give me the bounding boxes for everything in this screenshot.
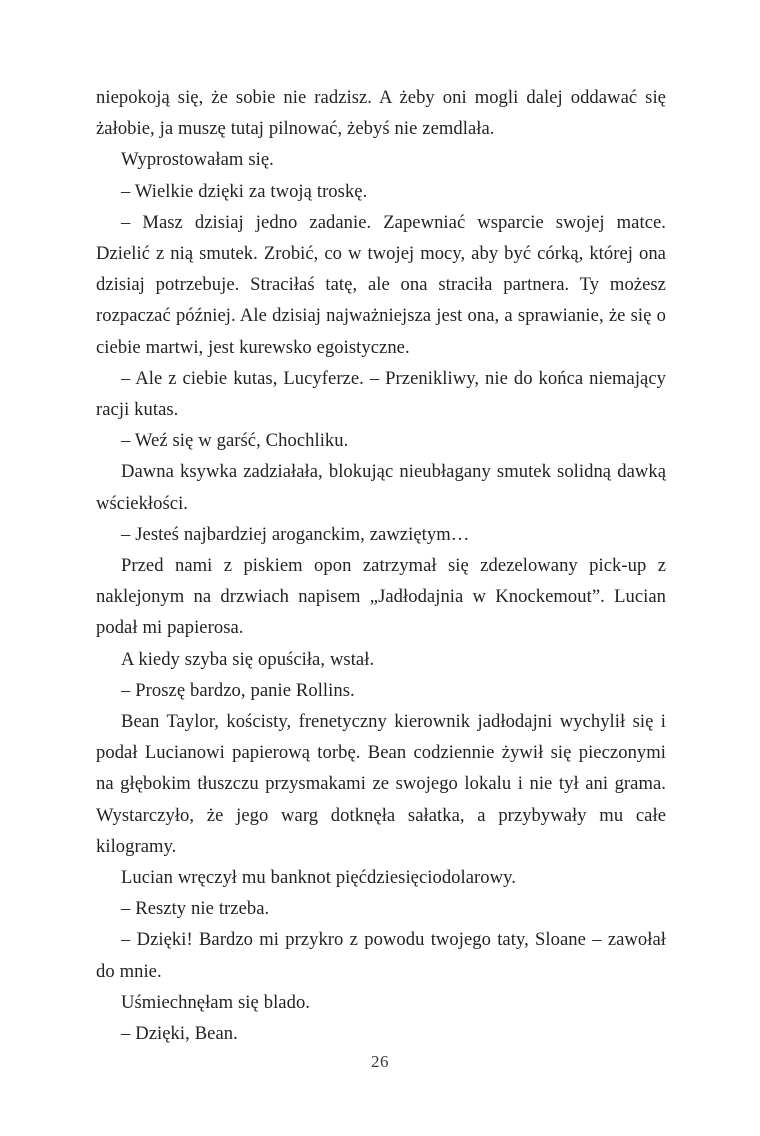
paragraph: – Weź się w garść, Chochliku. <box>121 430 349 452</box>
body-text-block <box>96 82 666 1049</box>
paragraph: – Dzięki, Bean. <box>121 1023 238 1045</box>
paragraph: – Wielkie dzięki za twoją troskę. <box>121 180 368 202</box>
paragraph: Bean Taylor, kościsty, frenetyczny kierownik jadłodajni wychylił się i podał Lucianowi papierową torbę. Bean codziennie żywił się pieczonymi na głębokim tłuszczu przysmakami ze swojego lokalu i nie tył ani grama. Wystarczyło, że jego warg dotknęła sałatka, a przybywały mu całe kilogramy. <box>96 711 666 857</box>
paragraph: – Proszę bardzo, panie Rollins. <box>121 679 355 701</box>
paragraph: A kiedy szyba się opuściła, wstał. <box>121 648 375 670</box>
paragraph: niepokoją się, że sobie nie radzisz. A żeby oni mogli dalej oddawać się żałobie, ja muszę tutaj pilnować, żebyś nie zemdlała. <box>96 87 666 140</box>
paragraph: – Ale z ciebie kutas, Lucyferze. – Przenikliwy, nie do końca niemający racji kutas. <box>96 367 666 421</box>
paragraph: – Jesteś najbardziej aroganckim, zawziętym… <box>121 523 470 545</box>
paragraph: Przed nami z piskiem opon zatrzymał się zdezelowany pick-up z naklejonym na drzwiach napisem „Jadłodajnia w Knockemout”. Lucian podał mi papierosa. <box>96 555 666 639</box>
paragraph: Lucian wręczył mu banknot pięćdziesięciodolarowy. <box>121 867 516 889</box>
paragraph: – Reszty nie trzeba. <box>121 898 270 920</box>
paragraph: – Dzięki! Bardzo mi przykro z powodu twojego taty, Sloane – zawołał do mnie. <box>96 929 666 982</box>
paragraph: Dawna ksywka zadziałała, blokując nieubłagany smutek solidną dawką wściekłości. <box>96 461 666 514</box>
page-number: 26 <box>371 1052 389 1071</box>
paragraph: Wyprostowałam się. <box>121 149 274 171</box>
paragraph: Uśmiechnęłam się blado. <box>121 991 310 1013</box>
paragraph: – Masz dzisiaj jedno zadanie. Zapewniać wsparcie swojej matce. Dzielić z nią smutek. Zrobić, co w twojej mocy, aby być córką, której ona dzisiaj potrzebuje. Straciłaś tatę, ale ona straciła partnera. Ty możesz rozpaczać później. Ale dzisiaj najważniejsza jest ona, a sprawianie, że się o ciebie martwi, jest kurewsko egoistyczne. <box>96 211 666 358</box>
